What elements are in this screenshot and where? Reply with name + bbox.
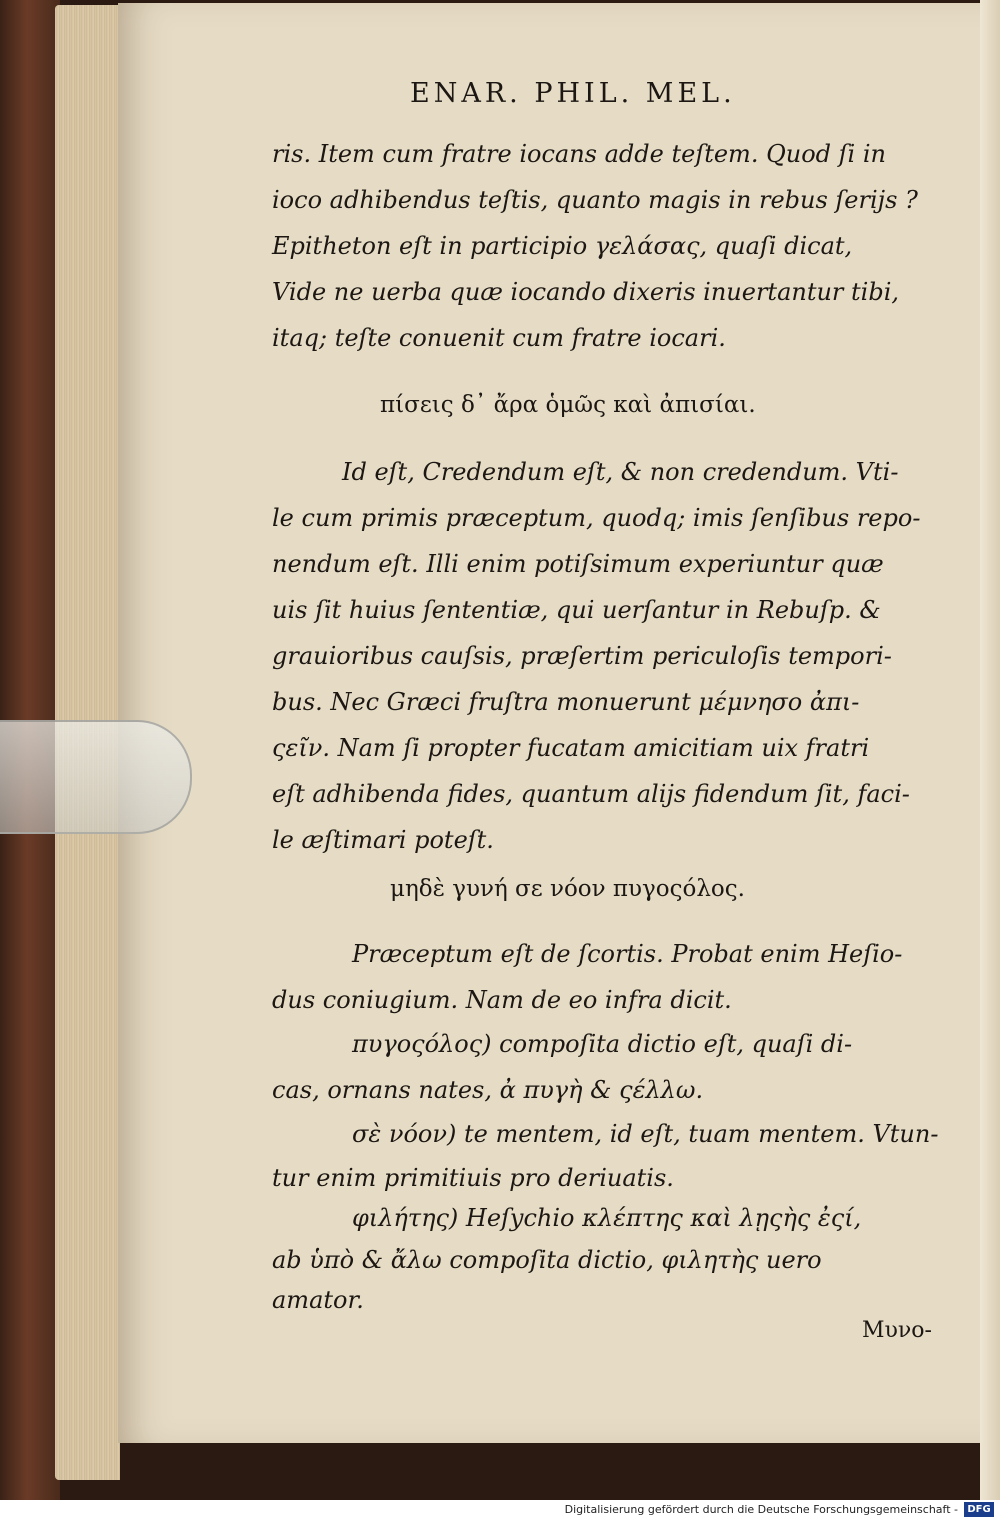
text-line: σὲ νόον) te mentem, id eſt, tuam mentem. Vtun-: [352, 1120, 939, 1148]
text-line: ab ὑπὸ & ἄλω compoſita dictio, φιλητὴς uero: [272, 1246, 822, 1274]
funding-credit: Digitalisierung gefördert durch die Deutsche Forschungsgemeinschaft -: [564, 1503, 958, 1516]
text-line: ris. Item cum fratre iocans adde teſtem. Quod ſi in: [272, 140, 886, 168]
text-line: itaq; teſte conuenit cum fratre iocari.: [272, 324, 726, 352]
text-line: Epitheton eſt in participio γελάσας, quaſi dicat,: [272, 232, 853, 260]
book-clamp: [0, 720, 192, 834]
facing-page-edge: [980, 0, 1000, 1500]
dfg-logo: DFG: [964, 1502, 994, 1517]
text-line: eſt adhibenda fides, quantum alijs fidendum ſit, faci-: [272, 780, 910, 808]
text-line: Præceptum eſt de ſcortis. Probat enim Heſio-: [352, 940, 903, 968]
running-header: ENAR. PHIL. MEL.: [410, 78, 736, 109]
text-line: dus coniugium. Nam de eo infra dicit.: [272, 986, 732, 1014]
catchword: Μυνο-: [862, 1318, 932, 1343]
text-line: bus. Nec Græci fruſtra monuerunt μέμνησο ἀπι-: [272, 688, 860, 716]
text-line: tur enim primitiuis pro deriuatis.: [272, 1164, 674, 1192]
text-line: ςεῖν. Nam ſi propter fucatam amicitiam uix fratri: [272, 734, 870, 762]
text-line: πυγοςόλος) compoſita dictio eſt, quaſi di-: [352, 1030, 853, 1058]
text-line: grauioribus cauſsis, præſertim periculoſis tempori-: [272, 642, 892, 670]
greek-verse-2: μηδὲ γυνή σε νόον πυγοςόλος.: [390, 876, 745, 902]
text-line: le æſtimari poteſt.: [272, 826, 494, 854]
greek-verse-1: πίσεις δ᾽ ἄρα ὁμῶς καὶ ἀπισίαι.: [380, 392, 756, 418]
text-line: ioco adhibendus teſtis, quanto magis in rebus ſerijs ?: [272, 186, 918, 214]
footer-bar: [0, 1500, 1000, 1521]
text-line: cas, ornans nates, ἀ πυγὴ & ςέλλω.: [272, 1076, 704, 1104]
text-line: Id eſt, Credendum eſt, & non credendum. Vti-: [342, 458, 899, 486]
text-line: φιλήτης) Heſychio κλέπτης καὶ λῃςὴς ἐςί,: [352, 1204, 862, 1232]
text-line: uis ſit huius ſententiæ, qui uerſantur in Rebuſp. &: [272, 596, 881, 624]
text-line: le cum primis præceptum, quodq; imis ſenſibus repo-: [272, 504, 921, 532]
text-line: Vide ne uerba quæ iocando dixeris inuertantur tibi,: [272, 278, 900, 306]
text-line: amator.: [272, 1286, 364, 1314]
text-line: nendum eſt. Illi enim potiſsimum experiuntur quæ: [272, 550, 884, 578]
